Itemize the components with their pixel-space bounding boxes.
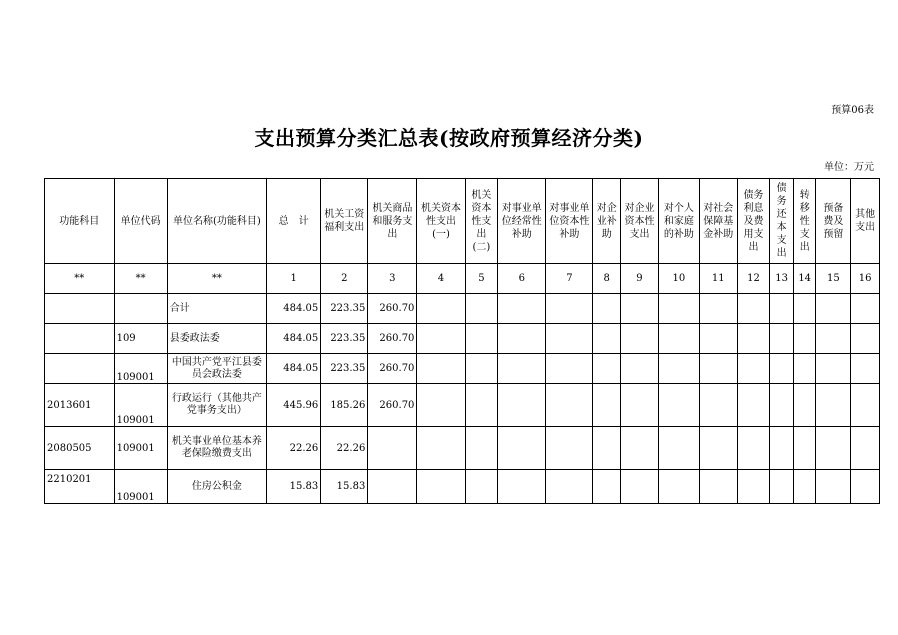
- salary-value: 223.35: [321, 294, 368, 324]
- header-row: [45, 179, 880, 264]
- table-row: [45, 354, 880, 384]
- table-row: [45, 324, 880, 354]
- page-title: 支出预算分类汇总表(按政府预算经济分类): [254, 126, 644, 150]
- header-cell: 对事业单位资本性补助: [546, 179, 593, 264]
- header-cell: 预备费及预留: [816, 179, 851, 264]
- unit-code: 109001: [114, 427, 167, 470]
- index-cell: 10: [658, 264, 699, 294]
- total-value: 445.96: [267, 384, 321, 427]
- index-cell: 12: [737, 264, 770, 294]
- header-cell: 债务利息及费用支出: [737, 179, 770, 264]
- unit-code: [114, 294, 167, 324]
- header-cell: 总 计: [267, 179, 321, 264]
- form-number: 预算06表: [831, 105, 874, 116]
- total-value: 15.83: [267, 470, 321, 504]
- header-cell: 机关资本性支出(一): [417, 179, 465, 264]
- goods-services-value: 260.70: [368, 354, 417, 384]
- salary-value: 15.83: [321, 470, 368, 504]
- index-cell: 5: [465, 264, 498, 294]
- index-cell: 4: [417, 264, 465, 294]
- header-cell: 对企业资本性支出: [621, 179, 659, 264]
- header-cell: 其他支出: [851, 179, 880, 264]
- unit-name: 行政运行（其他共产党事务支出）: [167, 384, 266, 427]
- salary-value: 22.26: [321, 427, 368, 470]
- budget-table: [44, 178, 880, 504]
- goods-services-value: 260.70: [368, 324, 417, 354]
- header-cell: 债务还本支出: [770, 179, 794, 264]
- table-row: [45, 427, 880, 470]
- unit-code: 109001: [114, 354, 167, 384]
- index-cell: 8: [593, 264, 621, 294]
- unit-code: 109001: [114, 470, 167, 504]
- unit-name: 合计: [167, 294, 266, 324]
- index-cell: **: [114, 264, 167, 294]
- index-cell: 9: [621, 264, 659, 294]
- unit-name: 中国共产党平江县委员会政法委: [167, 354, 266, 384]
- function-code: [45, 324, 115, 354]
- unit-code: 109001: [114, 384, 167, 427]
- index-cell: 16: [851, 264, 880, 294]
- goods-services-value: 260.70: [368, 384, 417, 427]
- total-value: 484.05: [267, 324, 321, 354]
- index-cell: 14: [793, 264, 816, 294]
- index-cell: 2: [321, 264, 368, 294]
- goods-services-value: 260.70: [368, 294, 417, 324]
- index-row: [45, 264, 880, 294]
- header-cell: 对企业补助: [593, 179, 621, 264]
- salary-value: 223.35: [321, 354, 368, 384]
- function-code: 2013601: [45, 384, 115, 427]
- salary-value: 223.35: [321, 324, 368, 354]
- header-cell: 功能科目: [45, 179, 115, 264]
- header-cell: 转移性支出: [793, 179, 816, 264]
- header-cell: 单位代码: [114, 179, 167, 264]
- index-cell: 1: [267, 264, 321, 294]
- index-cell: 15: [816, 264, 851, 294]
- total-value: 484.05: [267, 294, 321, 324]
- function-code: 2080505: [45, 427, 115, 470]
- header-cell: 单位名称(功能科目): [167, 179, 266, 264]
- index-cell: 11: [699, 264, 737, 294]
- index-cell: **: [45, 264, 115, 294]
- index-cell: 13: [770, 264, 794, 294]
- total-value: 22.26: [267, 427, 321, 470]
- unit-code: 109: [114, 324, 167, 354]
- header-cell: 对个人和家庭的补助: [658, 179, 699, 264]
- goods-services-value: [368, 427, 417, 470]
- salary-value: 185.26: [321, 384, 368, 427]
- header-cell: 对事业单位经常性补助: [498, 179, 546, 264]
- total-value: 484.05: [267, 354, 321, 384]
- index-cell: 6: [498, 264, 546, 294]
- unit-label: 单位：万元: [824, 162, 874, 173]
- goods-services-value: [368, 470, 417, 504]
- unit-name: 住房公积金: [167, 470, 266, 504]
- function-code: 2210201: [45, 470, 115, 504]
- header-cell: 机关资本性支出(二): [465, 179, 498, 264]
- function-code: [45, 294, 115, 324]
- table-row: [45, 384, 880, 427]
- index-cell: 7: [546, 264, 593, 294]
- table-row: [45, 470, 880, 504]
- index-cell: **: [167, 264, 266, 294]
- header-cell: 对社会保障基金补助: [699, 179, 737, 264]
- unit-name: 县委政法委: [167, 324, 266, 354]
- function-code: [45, 354, 115, 384]
- header-cell: 机关工资福利支出: [321, 179, 368, 264]
- unit-name: 机关事业单位基本养老保险缴费支出: [167, 427, 266, 470]
- table-row: [45, 294, 880, 324]
- header-cell: 机关商品和服务支出: [368, 179, 417, 264]
- index-cell: 3: [368, 264, 417, 294]
